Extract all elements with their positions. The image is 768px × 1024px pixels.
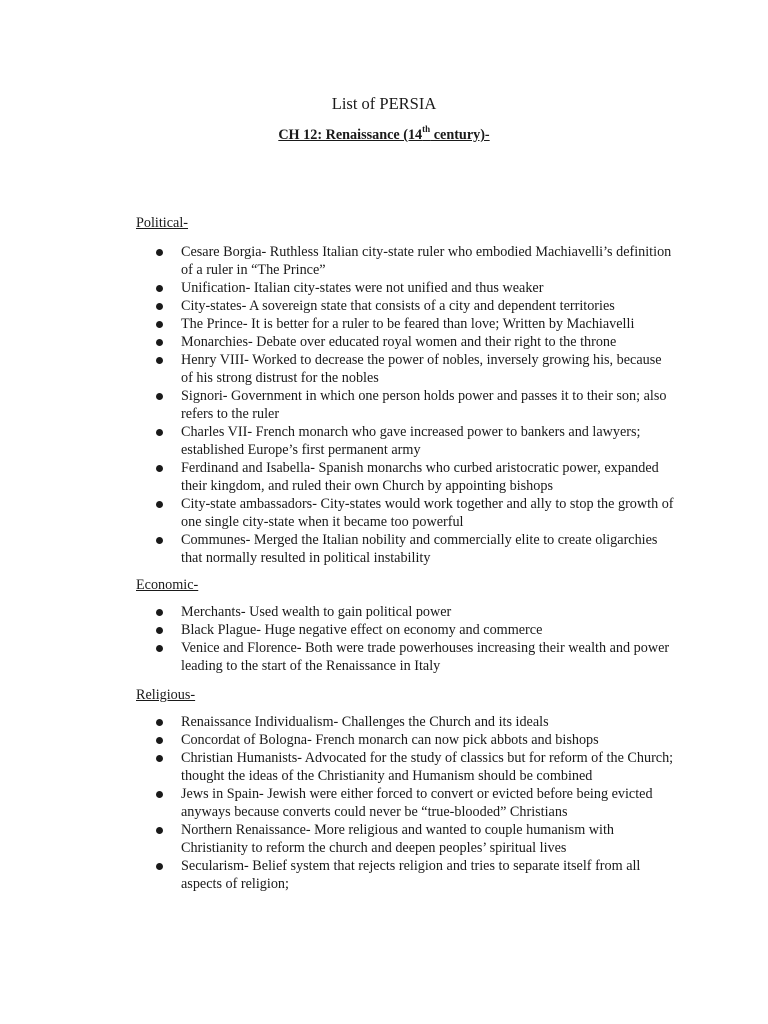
economic-list [136, 603, 676, 675]
subtitle-suffix: century)- [430, 127, 490, 143]
list-item-text: Cesare Borgia- Ruthless Italian city-state ruler who embodied Machiavelli’s definition of a ruler in “The Prince” [181, 244, 672, 278]
bullet-icon [156, 609, 163, 616]
bullet-icon [156, 321, 163, 328]
list-item-text: Ferdinand and Isabella- Spanish monarchs who curbed aristocratic power, expanded their kingdom, and ruled their own Church by appointing bishops [181, 460, 659, 494]
subtitle-prefix: CH 12: Renaissance (14 [278, 127, 423, 143]
list-item [136, 603, 676, 621]
list-item [136, 333, 676, 351]
list-item [136, 243, 676, 279]
religious-heading: Religious- [136, 687, 196, 703]
list-item-text: Charles VII- French monarch who gave increased power to bankers and lawyers; established Europe’s first permanent army [181, 424, 641, 458]
bullet-icon [156, 627, 163, 634]
bullet-icon [156, 719, 163, 726]
bullet-icon [156, 429, 163, 436]
list-item-text: Signori- Government in which one person holds power and passes it to their son; also refers to the ruler [181, 388, 667, 422]
list-item-text: The Prince- It is better for a ruler to be feared than love; Written by Machiavelli [181, 316, 635, 332]
list-item-text: City-state ambassadors- City-states would work together and ally to stop the growth of one single city-state when it became too powerful [181, 496, 674, 530]
bullet-icon [156, 827, 163, 834]
list-item [136, 821, 676, 857]
list-item [136, 621, 676, 639]
page-title: List of PERSIA [331, 94, 437, 113]
bullet-icon [156, 339, 163, 346]
bullet-icon [156, 465, 163, 472]
list-item [136, 495, 676, 531]
bullet-icon [156, 393, 163, 400]
bullet-icon [156, 737, 163, 744]
bullet-icon [156, 645, 163, 652]
list-item-text: Henry VIII- Worked to decrease the power of nobles, inversely growing his, because of his strong distrust for the nobles [181, 352, 662, 386]
bullet-icon [156, 537, 163, 544]
list-item-text: Black Plague- Huge negative effect on economy and commerce [181, 622, 543, 638]
list-item [136, 785, 676, 821]
list-item-text: Monarchies- Debate over educated royal women and their right to the throne [181, 334, 617, 350]
economic-heading: Economic- [136, 577, 199, 593]
list-item [136, 279, 676, 297]
list-item-text: Concordat of Bologna- French monarch can now pick abbots and bishops [181, 732, 599, 748]
list-item-text: Secularism- Belief system that rejects religion and tries to separate itself from all aspects of religion; [181, 858, 641, 892]
chapter-subtitle [0, 126, 768, 144]
list-item-text: Jews in Spain- Jewish were either forced to convert or evicted before being evicted anyways because converts could never be “true-blooded” Christians [181, 786, 653, 820]
list-item-text: City-states- A sovereign state that consists of a city and dependent territories [181, 298, 615, 314]
political-heading: Political- [136, 215, 189, 231]
bullet-icon [156, 249, 163, 256]
subtitle-superscript: th [422, 124, 431, 135]
list-item-text: Renaissance Individualism- Challenges the Church and its ideals [181, 714, 549, 730]
list-item-text: Christian Humanists- Advocated for the study of classics but for reform of the Church; thought the ideas of the Christianity and Humanism should be combined [181, 750, 674, 784]
list-item [136, 731, 676, 749]
political-list [136, 243, 676, 567]
bullet-icon [156, 501, 163, 508]
list-item-text: Northern Renaissance- More religious and wanted to couple humanism with Christianity to reform the church and deepen peoples’ spiritual lives [181, 822, 615, 856]
list-item [136, 351, 676, 387]
religious-list [136, 713, 676, 893]
list-item [136, 297, 676, 315]
bullet-icon [156, 303, 163, 310]
list-item [136, 423, 676, 459]
bullet-icon [156, 755, 163, 762]
bullet-icon [156, 285, 163, 292]
list-item [136, 857, 676, 893]
list-item-text: Communes- Merged the Italian nobility and commercially elite to create oligarchies that normally resulted in political instability [181, 532, 658, 566]
list-item [136, 749, 676, 785]
list-item [136, 315, 676, 333]
list-item [136, 531, 676, 567]
bullet-icon [156, 863, 163, 870]
list-item-text: Venice and Florence- Both were trade powerhouses increasing their wealth and power leading to the start of the Renaissance in Italy [181, 640, 670, 674]
list-item [136, 459, 676, 495]
list-item [136, 713, 676, 731]
list-item-text: Merchants- Used wealth to gain political power [181, 604, 452, 620]
bullet-icon [156, 791, 163, 798]
bullet-icon [156, 357, 163, 364]
list-item [136, 639, 676, 675]
list-item-text: Unification- Italian city-states were not unified and thus weaker [181, 280, 544, 296]
list-item [136, 387, 676, 423]
